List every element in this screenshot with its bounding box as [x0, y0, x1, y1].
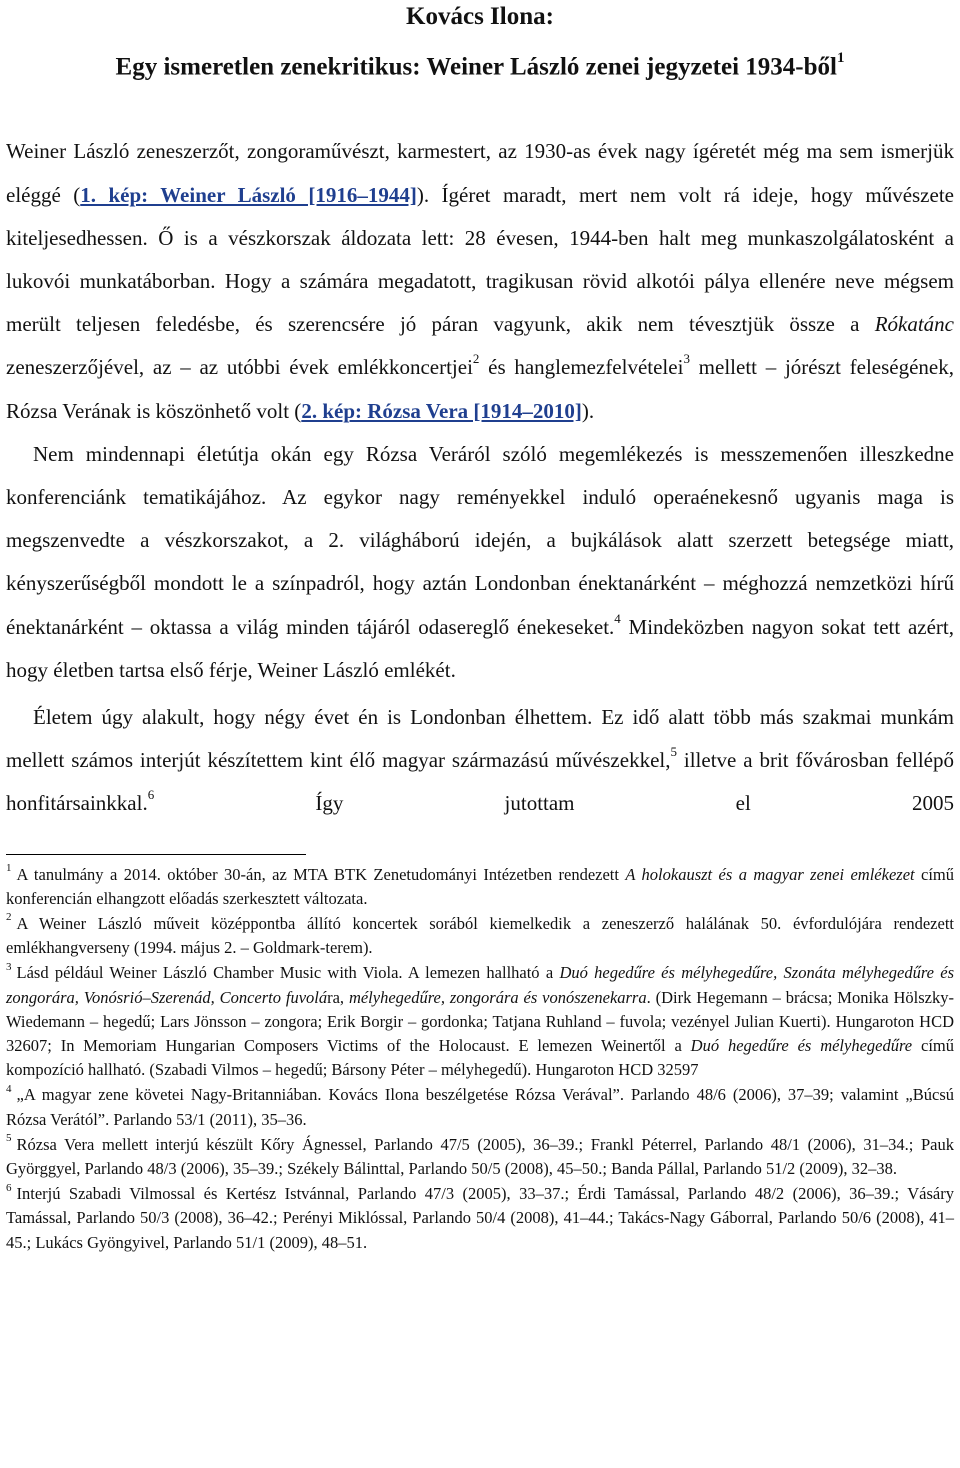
text-span: illetve a brit fővárosban fellépő honfitársainkkal. [6, 748, 954, 816]
text-span: Lásd például Weiner László Chamber Music with Viola. A lemezen hallható a [16, 963, 560, 983]
paragraph-1 [6, 130, 954, 432]
text-span: és hanglemezfelvételei [479, 355, 684, 380]
text-span: A tanulmány a 2014. október 30-án, az MTA BTK Zenetudományi Intézetben rendezett [16, 864, 626, 884]
paragraph-3 [6, 696, 954, 826]
paragraph-2 [6, 433, 954, 692]
work-titles: Duó hegedűre és mélyhegedűre, Szonáta mélyhegedűre és zongorára, Vonósrió–Szerenád, Concerto fuvolá [6, 963, 955, 1007]
footnote-ref-6[interactable]: 6 [147, 787, 155, 803]
footnote-ref-5[interactable]: 5 [670, 744, 677, 760]
footnote-number: 4 [6, 1082, 12, 1095]
text-span: „A magyar zene követei Nagy-Britanniában. Kovács Ilona beszélgetése Rózsa Verával”. Parlando 48/6 (2006), 37–39; valamint „Búcsú Rózsa Verától”. Parlando 53/1 (2011), 35–36. [6, 1085, 954, 1129]
work-titles: mélyhegedűre, zongorára és vonószenekarra [348, 987, 647, 1007]
footnote-number: 1 [6, 862, 12, 875]
footnote-ref-1[interactable]: 1 [836, 50, 845, 66]
footnote-3 [6, 961, 954, 1082]
text-span: című kompozíció hallható. (Szabadi Vilmos – hegedű; Bársony Péter – mélyhegedű). Hungaroton HCD 32597 [6, 1036, 954, 1080]
author-name [6, 2, 954, 32]
footnote-6 [6, 1182, 954, 1255]
footnote-4 [6, 1083, 954, 1131]
body-text [6, 130, 954, 825]
footnote-number: 6 [6, 1181, 12, 1194]
text-span: Nem mindennapi életútja okán egy Rózsa Veráról szóló megemlékezés is messzemenően illeszkedne konferenciánk tematikájához. Az egykor nagy reményekkel induló operaénekesnő ugyanis maga is megszenvedte a vészkorszakot, a 2. világháború idején, a bujkálások alatt szerzett betegsége miatt, kényszerűségből mondott le a színpadról, hogy aztán Londonban énektanárként – méghozzá nemzetközi hírű énektanárként – oktassa a világ minden tájáról odasereglő énekeseket. [6, 441, 954, 639]
text-span: . (Dirk Hegemann – brácsa; Monika Hölszky-Wiedemann – hegedű; Lars Jönsson – zongora; Erik Borgir – gordonka; Tatjana Ruhland – fuvola; vezényel Julian Kuerti). Hungaroton HCD 32607; In Memoriam Hungarian Composers Victims of the Holocaust. E lemezen Weinertől a [6, 987, 954, 1055]
footnote-divider [6, 854, 306, 855]
text-span: Weiner László zeneszerzőt, zongoraművészt, karmestert, az 1930-as évek nagy ígéretét még ma sem ismerjük eléggé ( [6, 139, 954, 207]
document-page [6, 0, 954, 1256]
text-span: A Weiner László műveit középpontba állító koncertek sorából kiemelkedik a zeneszerző halálának 50. évfordulójára rendezett emlékhangverseny (1994. május 2. – Goldmark-terem). [6, 913, 954, 958]
footnote-ref-2[interactable]: 2 [472, 351, 480, 367]
text-span: Mindeközben nagyon sokat tett azért, hogy életben tartsa első férje, Weiner László emlékét. [6, 614, 954, 682]
work-title-rokatanc: Rókatánc [874, 312, 954, 337]
image-link-weiner[interactable]: 1. kép: Weiner László [1916–1944] [80, 182, 417, 207]
image-link-rozsa[interactable]: 2. kép: Rózsa Vera [1914–2010] [301, 398, 582, 423]
footnote-number: 5 [6, 1132, 12, 1145]
footnotes [6, 863, 954, 1255]
text-span: Rózsa Vera mellett interjú készült Kőry Ágnessel, Parlando 47/5 (2005), 36–39.; Frankl Péterrel, Parlando 48/1 (2006), 31–34.; Pauk Györggyel, Parlando 48/3 (2006), 35–39.; Székely Bálinttal, Parlando 50/5 (2008), 45–50.; Banda Pállal, Parlando 51/2 (2009), 32–38. [6, 1134, 954, 1179]
text-span: Interjú Szabadi Vilmossal és Kertész Istvánnal, Parlando 47/3 (2005), 33–37.; Érdi Tamással, Parlando 48/2 (2006), 36–39.; Vásáry Tamással, Parlando 50/3 (2008), 36–42.; Perényi Miklóssal, Parlando 50/4 (2008), 41–44.; Takács-Nagy Gáborral, Parlando 50/6 (2008), 41–45.; Lukács Gyöngyivel, Parlando 51/1 (2009), 48–51. [6, 1184, 954, 1252]
paper-title [6, 46, 954, 82]
text-span: ra, [327, 987, 349, 1007]
text-span: Így jutottam el 2005 [154, 791, 954, 816]
text-span: mellett – jórészt feleségének, Rózsa Verának is köszönhető volt ( [6, 355, 955, 423]
footnote-1 [6, 863, 954, 911]
footnote-2 [6, 912, 954, 960]
author-text: Kovács Ilona: [406, 3, 554, 30]
text-span: ). Ígéret maradt, mert nem volt rá ideje, hogy művészete kiteljesedhessen. Ő is a vészkorszak áldozata lett: 28 évesen, 1944-ben halt meg munkaszolgálatosként a lukovói munkatáborban. Hogy a számára megadatott, tragikusan rövid alkotói pálya ellenére neve mégsem merült teljesen feledésbe, és szerencsére jó páran vagyunk, akik nem tévesztjük össze a [6, 182, 954, 337]
footnote-5 [6, 1133, 954, 1181]
text-span: című konferencián elhangzott előadás szerkesztett változata. [6, 864, 955, 908]
text-span: Életem úgy alakult, hogy négy évet én is Londonban élhettem. Ez idő alatt több más szakmai munkám mellett számos interjút készítettem kint élő magyar származású művészekkel, [6, 704, 954, 773]
text-span: ). [581, 398, 595, 423]
text-span: zeneszerzőjével, az – az utóbbi évek emlékkoncertjei [6, 355, 473, 380]
footnote-number: 3 [6, 960, 12, 973]
footnote-number: 2 [6, 911, 12, 924]
work-title: Duó hegedűre és mélyhegedűre [690, 1036, 913, 1055]
conference-title: A holokauszt és a magyar zenei emlékezet [625, 864, 915, 884]
title-text: Egy ismeretlen zenekritikus: Weiner László zenei jegyzetei 1934-ből [115, 53, 837, 81]
footnote-ref-4[interactable]: 4 [614, 610, 621, 626]
footnote-ref-3[interactable]: 3 [683, 351, 690, 367]
